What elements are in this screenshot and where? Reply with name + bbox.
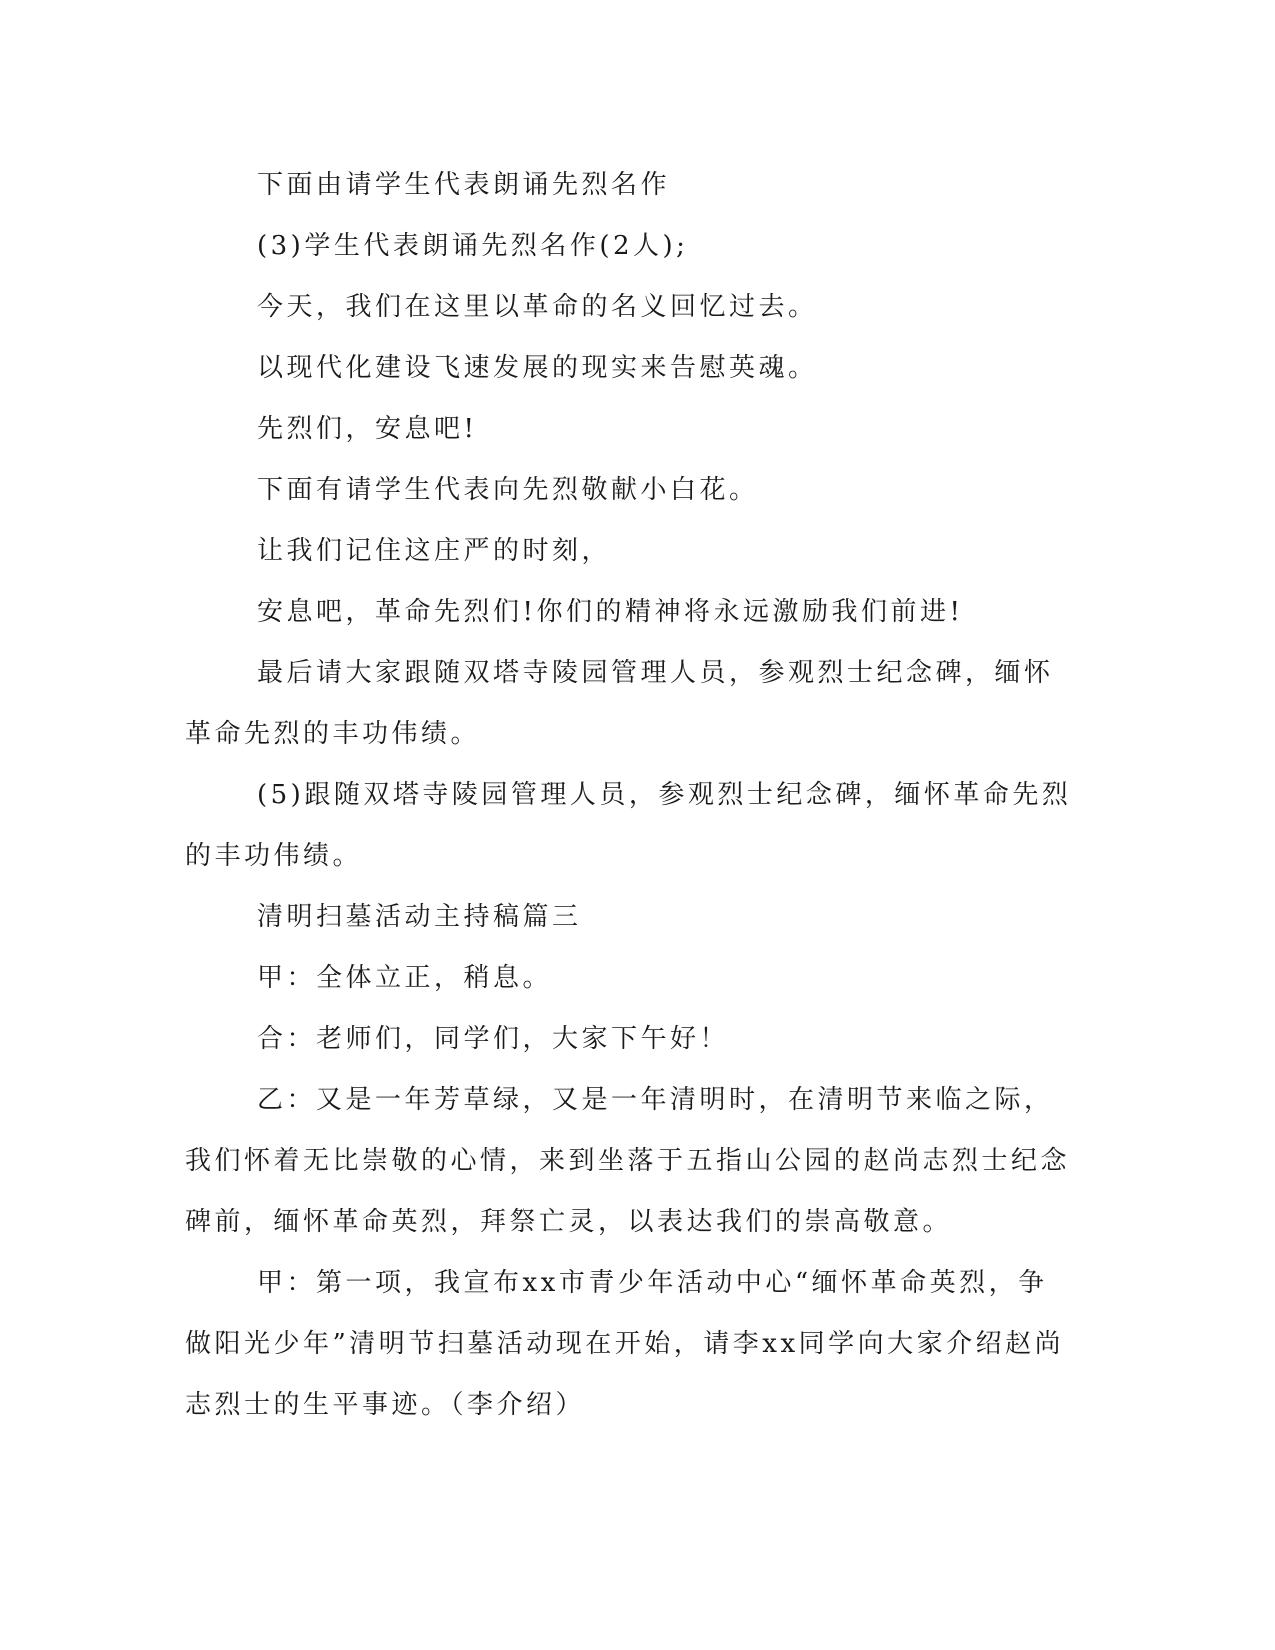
paragraph-6: 下面有请学生代表向先烈敬献小白花。	[257, 475, 759, 505]
paragraph-7: 让我们记住这庄严的时刻，	[257, 536, 612, 566]
paragraph-1: 下面由请学生代表朗诵先烈名作	[257, 170, 671, 200]
paragraph-14: 乙：又是一年芳草绿，又是一年清明时，在清明节来临之际，我们怀着无比崇敬的心情，来到坐落于五指山公园的赵尚志烈士纪念碑前，缅怀革命英烈，拜祭亡灵，以表达我们的崇高敬意。	[185, 1085, 1071, 1237]
paragraph-13: 合：老师们，同学们，大家下午好！	[257, 1024, 730, 1054]
paragraph-10: (5)跟随双塔寺陵园管理人员，参观烈士纪念碑，缅怀革命先烈的丰功伟绩。	[185, 780, 1072, 871]
paragraph-9: 最后请大家跟随双塔寺陵园管理人员，参观烈士纪念碑，缅怀革命先烈的丰功伟绩。	[185, 658, 1054, 749]
section-heading: 清明扫墓活动主持稿篇三	[257, 902, 582, 932]
paragraph-12: 甲：全体立正，稍息。	[257, 963, 553, 993]
paragraph-4: 以现代化建设飞速发展的现实来告慰英魂。	[257, 353, 818, 383]
paragraph-8: 安息吧，革命先烈们!你们的精神将永远激励我们前进!	[257, 597, 964, 627]
paragraph-3: 今天，我们在这里以革命的名义回忆过去。	[257, 292, 818, 322]
paragraph-5: 先烈们，安息吧!	[257, 414, 478, 444]
paragraph-2: (3)学生代表朗诵先烈名作(2人);	[257, 231, 689, 261]
paragraph-15: 甲：第一项，我宣布xx市青少年活动中心“缅怀革命英烈，争做阳光少年”清明节扫墓活动现在开始，请李xx同学向大家介绍赵尚志烈士的生平事迹。（李介绍）	[185, 1268, 1065, 1420]
document-page	[185, 155, 1075, 1436]
